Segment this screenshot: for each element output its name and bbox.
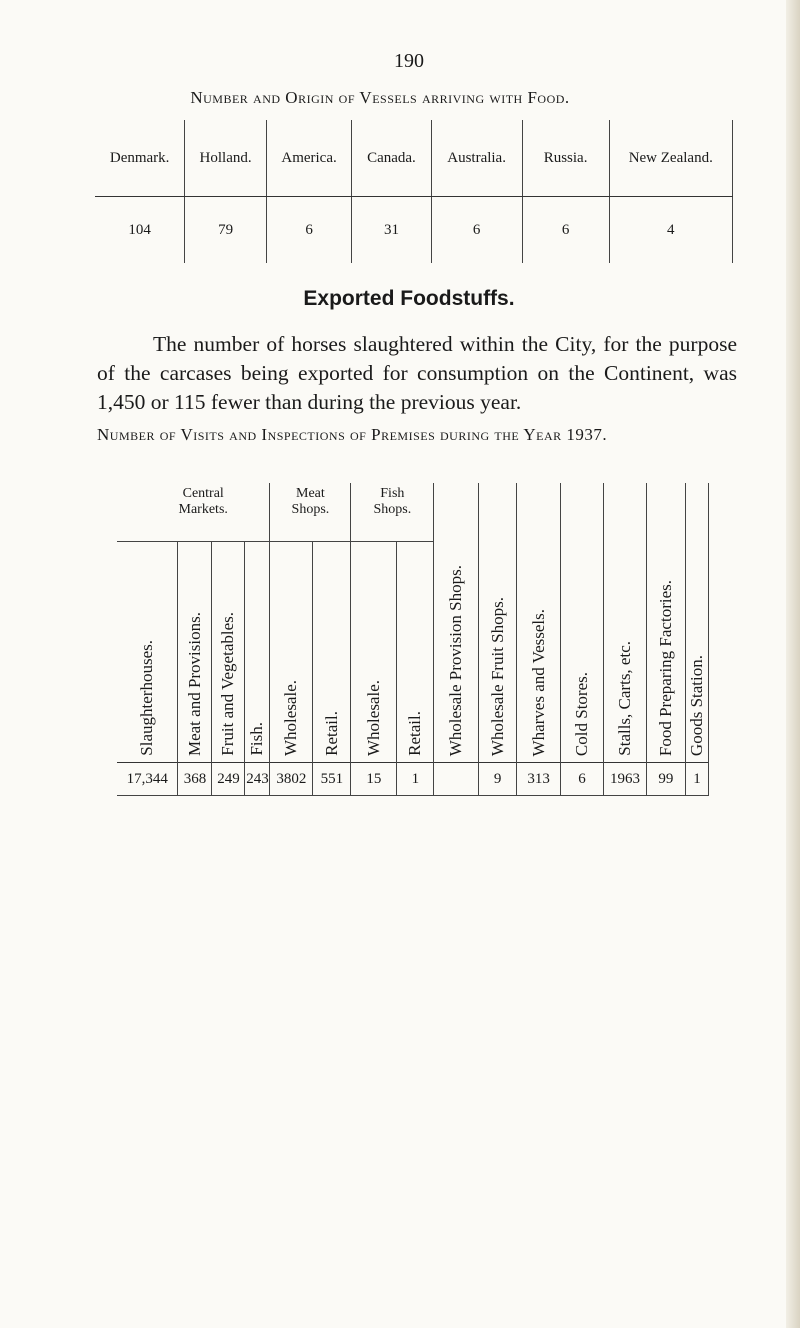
value-meat-wholesale: 3802: [270, 763, 313, 796]
value-russia: 6: [522, 197, 609, 264]
col-fish-retail: Retail.: [405, 711, 425, 756]
value-fish: 243: [245, 763, 270, 796]
header-canada: Canada.: [352, 120, 431, 197]
group-meat-shops: Meat Shops.: [270, 483, 351, 542]
page-number: 190: [394, 50, 424, 72]
col-meat-retail-cell: [313, 542, 351, 763]
col-fish: Fish.: [247, 722, 267, 756]
visits-value-row: [117, 763, 709, 796]
value-wholesale-fruit-shops: 9: [479, 763, 517, 796]
value-new-zealand: 4: [609, 197, 732, 264]
col-stalls-carts: Stalls, Carts, etc.: [614, 641, 634, 756]
col-cold-stores: Cold Stores.: [572, 671, 592, 756]
col-slaughterhouses-cell: [117, 542, 178, 763]
value-stalls-carts: 1963: [603, 763, 646, 796]
col-meat-retail: Retail.: [321, 711, 341, 756]
vessels-table: [95, 120, 733, 263]
col-fruit-veg-cell: [212, 542, 245, 763]
header-denmark: Denmark.: [95, 120, 185, 197]
group-spacer-4: [561, 483, 604, 763]
group-spacer-6: [646, 483, 685, 763]
value-wharves-and-vessels: 313: [517, 763, 561, 796]
group-spacer-2: [479, 483, 517, 763]
col-fish-retail-cell: [397, 542, 434, 763]
col-meat-wholesale: Wholesale.: [281, 680, 301, 756]
col-fish-cell: [245, 542, 270, 763]
value-fish-retail: 1: [397, 763, 434, 796]
value-food-preparing-factories: 99: [646, 763, 685, 796]
col-meat-wholesale-cell: [270, 542, 313, 763]
visits-table-title: Number of Visits and Inspections of Premises during the Year 1937.: [97, 425, 608, 444]
col-food-preparing-factories: Food Preparing Factories.: [655, 579, 675, 756]
value-wholesale-provision-shops: [434, 763, 479, 796]
group-spacer-5: [603, 483, 646, 763]
group-spacer-3: [517, 483, 561, 763]
col-goods-station: Goods Station.: [686, 654, 706, 756]
horses-paragraph: The number of horses slaughtered within the City, for the purpose of the carcases being exported for consumption on the Continent, was 1,450 or 115 fewer than during the previous year.: [97, 332, 737, 414]
value-australia: 6: [431, 197, 522, 264]
value-canada: 31: [352, 197, 431, 264]
vessels-table-title: Number and Origin of Vessels arriving with Food.: [190, 88, 570, 107]
col-fish-wholesale-cell: [351, 542, 397, 763]
group-spacer-1: [434, 483, 479, 763]
value-cold-stores: 6: [561, 763, 604, 796]
value-fruit-and-vegetables: 249: [212, 763, 245, 796]
header-australia: Australia.: [431, 120, 522, 197]
value-slaughterhouses: 17,344: [117, 763, 178, 796]
col-wholesale-fruit-shops: Wholesale Fruit Shops.: [487, 596, 507, 756]
group-spacer-7: [685, 483, 708, 763]
col-wholesale-provision-shops: Wholesale Provision Shops.: [446, 564, 466, 756]
value-fish-wholesale: 15: [351, 763, 397, 796]
col-meat-and-provisions: Meat and Provisions.: [184, 611, 204, 756]
header-america: America.: [266, 120, 351, 197]
value-meat-and-provisions: 368: [178, 763, 212, 796]
value-meat-retail: 551: [313, 763, 351, 796]
vessels-header-row: [95, 120, 733, 197]
value-america: 6: [266, 197, 351, 264]
col-wharves-and-vessels: Wharves and Vessels.: [528, 608, 548, 756]
group-central-markets: Central Markets.: [178, 486, 228, 517]
header-holland: Holland.: [185, 120, 267, 197]
col-meat-provisions-cell: [178, 542, 212, 763]
group-fish-shops: Fish Shops.: [351, 483, 434, 542]
visits-table: [117, 483, 709, 796]
value-denmark: 104: [128, 221, 151, 238]
header-new-zealand: New Zealand.: [609, 120, 732, 197]
group-header-row: [117, 483, 709, 542]
vessels-value-row: [95, 197, 733, 264]
col-slaughterhouses: Slaughterhouses.: [137, 640, 157, 756]
value-holland: 79: [185, 197, 267, 264]
header-russia: Russia.: [522, 120, 609, 197]
page-edge: [786, 0, 800, 1328]
col-fruit-and-vegetables: Fruit and Vegetables.: [218, 612, 238, 756]
value-goods-station: 1: [685, 763, 708, 796]
section-heading: Exported Foodstuffs.: [303, 287, 515, 310]
col-fish-wholesale: Wholesale.: [363, 680, 383, 756]
